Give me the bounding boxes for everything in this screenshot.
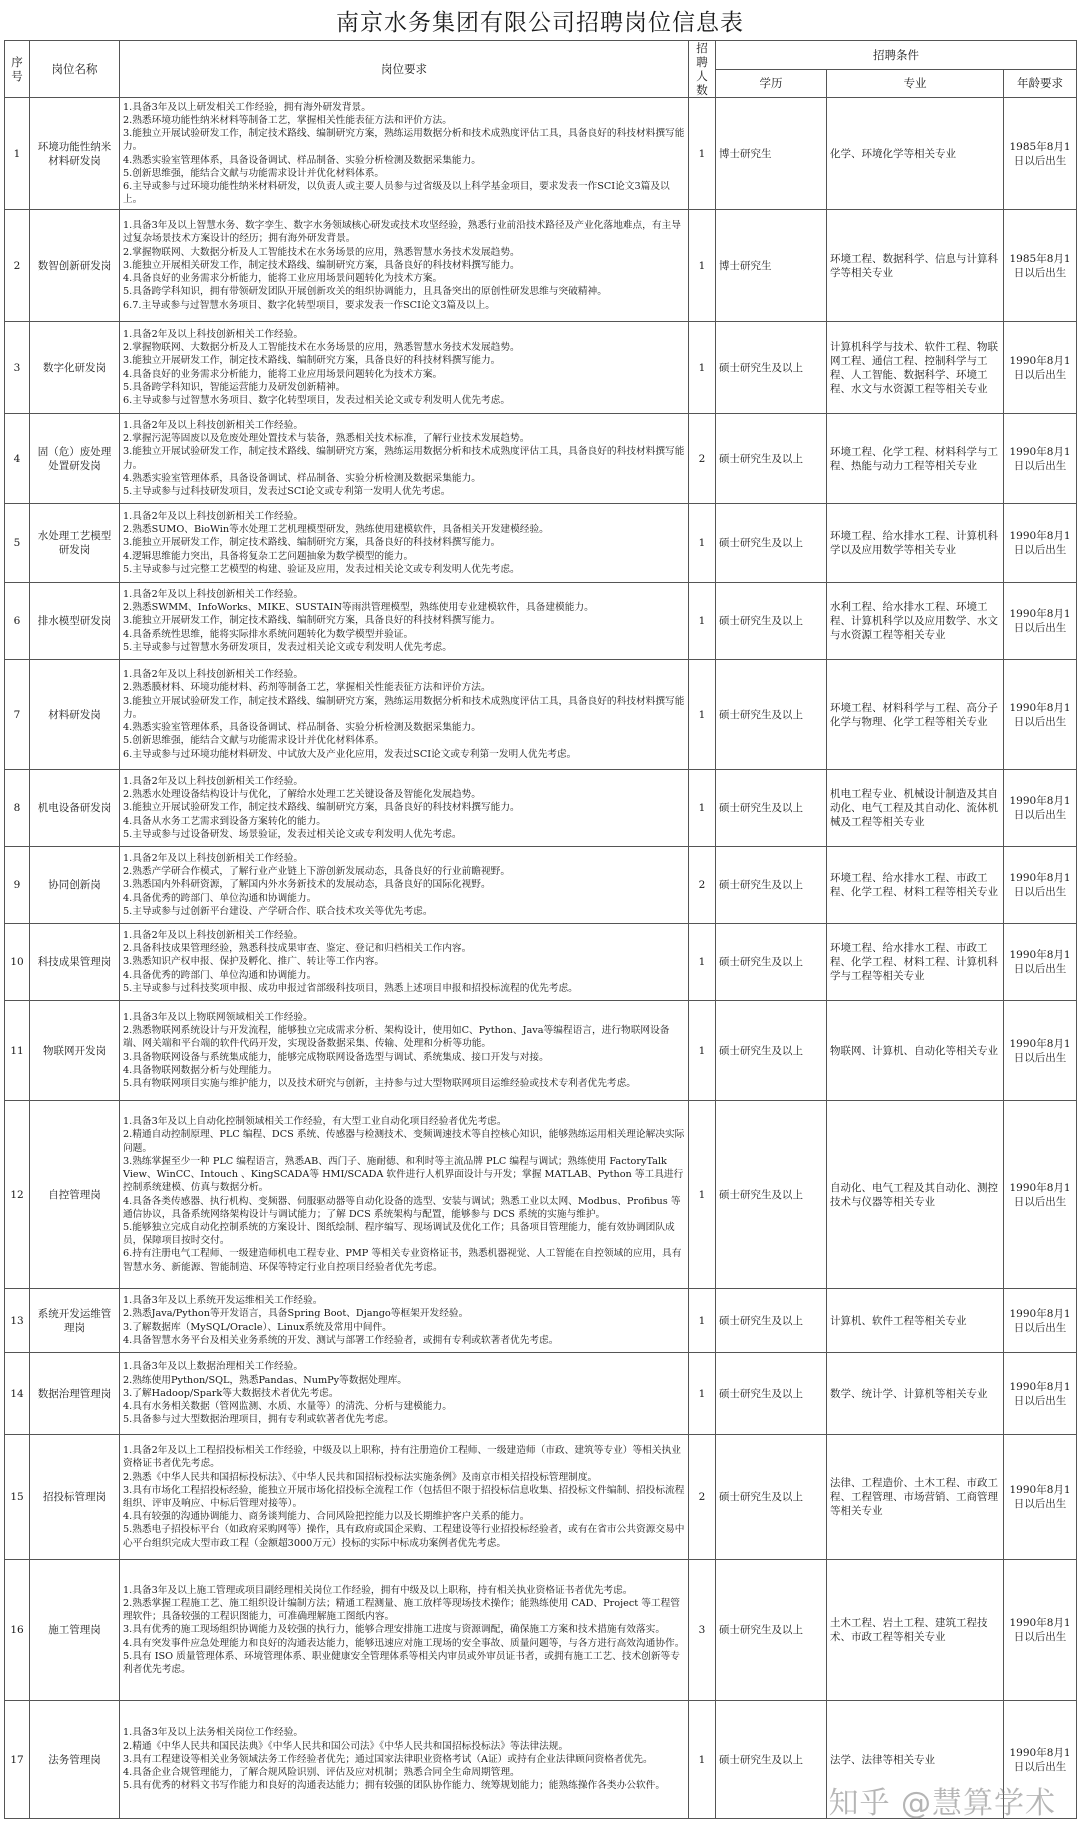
requirement-line: 3.具有市场化工程招投标经验，能独立开展市场化招投标全流程工作（包括但不限于招投标信息收集、招投标文件编制、招投标流程组织、评审及响应、中标后管理对接等）。 xyxy=(123,1484,685,1509)
education-requirement: 硕士研究生及以上 xyxy=(716,770,827,847)
position-requirements xyxy=(120,770,689,847)
age-requirement: 1990年8月1日以后出生 xyxy=(1004,1701,1077,1819)
table-row xyxy=(5,210,1077,322)
header-major: 专业 xyxy=(827,69,1004,98)
requirement-line: 2.熟悉水处理设备结构设计与优化，了解给水处理工艺关键设备及智能化发展趋势。 xyxy=(123,789,481,801)
hire-count: 1 xyxy=(689,583,716,660)
education-requirement: 硕士研究生及以上 xyxy=(716,1289,827,1353)
requirement-line: 1.具备3年及以上物联网领域相关工作经验。 xyxy=(123,1011,313,1023)
position-requirements xyxy=(120,1353,689,1435)
position-requirements xyxy=(120,583,689,660)
requirement-line: 1.具备2年及以上科技创新相关工作经验。 xyxy=(123,852,304,864)
requirement-line: 5.熟悉电子招投标平台（如政府采购网等）操作，具有政府或国企采购、工程建设等行业招投标经验者，或有在省市公共资源交易中心平台组织完成大型市政工程（金额超3000万元）投标的实际中标成功案例者优先考虑。 xyxy=(123,1524,685,1549)
requirement-line: 5.具备跨学科知识，智能运营能力及研发创新精神。 xyxy=(123,381,346,393)
requirement-line: 3.能独立开展试验研发工作，制定技术路线、编制研究方案，具备良好的科技材料撰写能力。 xyxy=(123,802,520,814)
age-requirement: 1990年8月1日以后出生 xyxy=(1004,322,1077,414)
position-name: 数据治理管理岗 xyxy=(30,1353,120,1435)
hire-count: 1 xyxy=(689,504,716,583)
education-requirement: 硕士研究生及以上 xyxy=(716,322,827,414)
requirement-line: 2.熟悉SUMO、BioWin等水处理工艺机理模型研发，熟练使用建模软件，具备相关开发建模经验。 xyxy=(123,524,549,536)
age-requirement: 1990年8月1日以后出生 xyxy=(1004,1101,1077,1289)
table-row xyxy=(5,924,1077,1001)
requirement-line: 5.主导或参与过设备研发、场景验证，发表过相关论文或专利发明人优先考虑。 xyxy=(123,828,462,840)
table-row xyxy=(5,1001,1077,1101)
table-row xyxy=(5,504,1077,583)
requirement-line: 2.具备科技成果管理经验，熟悉科技成果审查、鉴定、登记和归档相关工作内容。 xyxy=(123,943,472,955)
position-name: 招投标管理岗 xyxy=(30,1435,120,1560)
requirement-line: 2.熟悉掌握工程施工艺、施工组织设计编制方法；精通工程测量、施工放样等现场技术操作；能熟练使用 CAD、Project 等工程管理软件；具备较强的工程识图能力，可准确理解施工图纸内容。 xyxy=(123,1597,680,1623)
hire-count: 2 xyxy=(689,847,716,924)
requirement-line: 5.具备参与过大型数据治理项目，拥有专利或软著者优先考虑。 xyxy=(123,1414,394,1426)
major-requirement: 物联网、计算机、自动化等相关专业 xyxy=(827,1001,1004,1101)
age-requirement: 1990年8月1日以后出生 xyxy=(1004,924,1077,1001)
education-requirement: 硕士研究生及以上 xyxy=(716,1435,827,1560)
requirement-line: 4.具备从水务工艺需求到设备方案转化的能力。 xyxy=(123,815,326,827)
hire-count: 1 xyxy=(689,1101,716,1289)
education-requirement: 硕士研究生及以上 xyxy=(716,1701,827,1819)
row-number: 11 xyxy=(5,1001,30,1101)
position-name: 系统开发运维管理岗 xyxy=(30,1289,120,1353)
requirement-line: 1.具备2年及以上科技创新相关工作经验。 xyxy=(123,328,304,340)
table-row xyxy=(5,1560,1077,1701)
requirement-line: 5.具有优秀的材料文书写作能力和良好的沟通表达能力；拥有较强的团队协作能力、统筹规划能力；能熟练操作各类办公软件。 xyxy=(123,1780,666,1792)
requirement-line: 3.具有工程建设等相关业务领域法务工作经验者优先；通过国家法律职业资格考试（A证）或持有企业法律顾问资格者优先。 xyxy=(123,1753,653,1765)
major-requirement: 计算机、软件工程等相关专业 xyxy=(827,1289,1004,1353)
requirement-line: 1.具备2年及以上科技创新相关工作经验。 xyxy=(123,775,304,787)
education-requirement: 硕士研究生及以上 xyxy=(716,414,827,504)
header-no: 序号 xyxy=(5,41,30,98)
requirement-line: 2.熟练使用Python/SQL，熟悉Pandas、NumPy等数据处理库。 xyxy=(123,1374,407,1386)
requirement-line: 2.熟悉《中华人民共和国招标投标法》、《中华人民共和国招标投标法实施条例》及南京市相关招投标管理制度。 xyxy=(123,1471,598,1483)
age-requirement: 1990年8月1日以后出生 xyxy=(1004,770,1077,847)
major-requirement: 土木工程、岩土工程、建筑工程技术、市政工程等相关专业 xyxy=(827,1560,1004,1701)
requirement-line: 4.熟悉实验室管理体系，具备设备调试、样品制备、实验分析检测及数据采集能力。 xyxy=(123,472,481,484)
position-requirements xyxy=(120,322,689,414)
education-requirement: 博士研究生 xyxy=(716,210,827,322)
requirement-line: 3.熟悉国内外科研资源，了解国内外水务新技术的发展动态，具备良好的国际化视野。 xyxy=(123,879,491,891)
requirement-line: 4.具备企业合规管理能力，了解合规风险识别、评估及应对机制；熟悉合同全生命周期管理。 xyxy=(123,1767,520,1779)
requirement-line: 5.主导或参与过科技奖项申报、成功申报过省部级科技项目，熟悉上述项目申报和招投标流程的优先考虑。 xyxy=(123,982,578,994)
watermark: 知乎 @慧算学术 xyxy=(828,1786,1056,1821)
requirement-line: 4.具有突发事件应急处理能力和良好的沟通表达能力，能够迅速应对施工现场的安全事故、质量问题等，与各方进行高效沟通协作。 xyxy=(123,1637,685,1649)
age-requirement: 1985年8月1日以后出生 xyxy=(1004,210,1077,322)
table-row xyxy=(5,660,1077,770)
requirement-line: 3.能独立开展试验研发工作，制定技术路线、编制研究方案，熟练运用数据分析和技术成熟度评估工具，具备良好的科技材料撰写能力。 xyxy=(123,695,685,720)
requirement-line: 3.能独立开展研发工作，制定技术路线、编制研究方案，具备良好的科技材料撰写能力。 xyxy=(123,615,501,627)
requirement-line: 3.能独立开展相关研发工作，制定技术路线、编制研究方案，具备良好的科技材料撰写能力。 xyxy=(123,259,520,271)
header-count: 招聘人数 xyxy=(689,41,716,98)
requirement-line: 5.创新思维强，能结合文献与功能需求设计并优化材料体系。 xyxy=(123,167,385,179)
row-number: 5 xyxy=(5,504,30,583)
requirement-line: 6.7.主导或参与过智慧水务项目、数字化转型项目，要求发表一作SCI论文3篇及以上。 xyxy=(123,299,495,311)
row-number: 8 xyxy=(5,770,30,847)
position-requirements xyxy=(120,504,689,583)
hire-count: 1 xyxy=(689,770,716,847)
position-name: 机电设备研发岗 xyxy=(30,770,120,847)
position-name: 法务管理岗 xyxy=(30,1701,120,1819)
position-requirements xyxy=(120,924,689,1001)
header-education: 学历 xyxy=(716,69,827,98)
requirement-line: 5.具有物联网项目实施与维护能力，以及技术研究与创新，主持参与过大型物联网项目运维经验或技术专利者优先考虑。 xyxy=(123,1077,636,1089)
row-number: 7 xyxy=(5,660,30,770)
requirement-line: 3.熟练掌握至少一种 PLC 编程语言，熟悉AB、西门子、施耐德、和利时等主流品牌 PLC 编程与调试；熟练使用 FactoryTalk View、WinCC、Intouch 、KingSCADA等 HMI/SCADA 软件进行人机界面设计与开发；掌握 MATLAB、Python 等工具进行控制系统建模、仿真与数据分析。 xyxy=(123,1155,684,1194)
requirement-line: 1.具备2年及以上科技创新相关工作经验。 xyxy=(123,419,304,431)
table-row xyxy=(5,583,1077,660)
position-requirements xyxy=(120,414,689,504)
requirement-line: 4.具备系统性思维，能将实际排水系统问题转化为数学模型并验证。 xyxy=(123,628,414,640)
requirement-line: 4.具有水务相关数据（管网监测、水质、水量等）的清洗、分析与建模能力。 xyxy=(123,1401,452,1413)
requirement-line: 1.具备3年及以上自动化控制领域相关工作经验，有大型工业自动化项目经验者优先考虑。 xyxy=(123,1116,507,1128)
requirement-line: 5.具有 ISO 质量管理体系、环境管理体系、职业健康安全管理体系等相关内审员或外审员证书者，或拥有施工工艺、技术创新等专利者优先考虑。 xyxy=(123,1650,680,1675)
major-requirement: 水利工程、给水排水工程、环境工程、计算机科学以及应用数学、水文与水资源工程等相关专业 xyxy=(827,583,1004,660)
position-name: 固（危）废处理处置研发岗 xyxy=(30,414,120,504)
requirement-line: 6.主导或参与过环境功能性纳米材料研发，以负责人或主要人员参与过省级及以上科学基金项目，要求发表一作SCI论文3篇及以上。 xyxy=(123,180,670,206)
requirement-line: 5.主导或参与过科技研发项目，发表过SCI论文或专利第一发明人优先考虑。 xyxy=(123,485,451,497)
position-requirements xyxy=(120,1289,689,1353)
table-row xyxy=(5,98,1077,210)
requirement-line: 3.了解数据库（MySQL/Oracle）、Linux系统及常用中间件。 xyxy=(123,1321,392,1333)
hire-count: 1 xyxy=(689,1001,716,1101)
age-requirement: 1990年8月1日以后出生 xyxy=(1004,1353,1077,1435)
position-name: 协同创新岗 xyxy=(30,847,120,924)
requirement-line: 3.能独立开展试验研发工作，制定技术路线、编制研究方案，熟练运用数据分析和技术成熟度评估工具，具备良好的科技材料撰写能力。 xyxy=(123,446,685,471)
requirement-line: 1.具备3年及以上智慧水务、数字孪生、数字水务领域核心研发或技术攻坚经验，熟悉行业前沿技术路径及产业化落地难点，有主导过复杂场景技术方案设计的经历；拥有海外研发背景。 xyxy=(123,220,681,245)
hire-count: 1 xyxy=(689,924,716,1001)
requirement-line: 1.具备2年及以上科技创新相关工作经验。 xyxy=(123,588,304,600)
row-number: 1 xyxy=(5,98,30,210)
position-name: 水处理工艺模型研发岗 xyxy=(30,504,120,583)
requirement-line: 5.主导或参与过智慧水务研发项目，发表过相关论文或专利发明人优先考虑。 xyxy=(123,641,452,653)
education-requirement: 硕士研究生及以上 xyxy=(716,1560,827,1701)
requirement-line: 3.了解Hadoop/Spark等大数据技术者优先考虑。 xyxy=(123,1387,339,1399)
position-requirements xyxy=(120,1101,689,1289)
major-requirement: 自动化、电气工程及其自动化、测控技术与仪器等相关专业 xyxy=(827,1101,1004,1289)
age-requirement: 1990年8月1日以后出生 xyxy=(1004,1289,1077,1353)
row-number: 4 xyxy=(5,414,30,504)
position-requirements xyxy=(120,660,689,770)
requirement-line: 1.具备3年及以上数据治理相关工作经验。 xyxy=(123,1361,304,1373)
position-requirements xyxy=(120,1001,689,1101)
requirement-line: 2.熟悉产学研合作模式，了解行业产业链上下游创新发展动态，具备良好的行业前瞻视野。 xyxy=(123,866,511,878)
major-requirement: 计算机科学与技术、软件工程、物联网工程、通信工程、控制科学与工程、人工智能、数据科学、环境工程、水文与水资源工程等相关专业 xyxy=(827,322,1004,414)
table-row xyxy=(5,770,1077,847)
hire-count: 1 xyxy=(689,660,716,770)
requirement-line: 1.具备3年及以上研发相关工作经验，拥有海外研发背景。 xyxy=(123,101,371,113)
requirement-line: 5.能够独立完成自动化控制系统的方案设计、图纸绘制、程序编写、现场调试及优化工作；具备项目管理能力，能有效协调团队成员，保障项目按时交付。 xyxy=(123,1221,675,1247)
hire-count: 1 xyxy=(689,322,716,414)
hire-count: 1 xyxy=(689,98,716,210)
education-requirement: 硕士研究生及以上 xyxy=(716,847,827,924)
row-number: 10 xyxy=(5,924,30,1001)
position-name: 环境功能性纳米材料研发岗 xyxy=(30,98,120,210)
major-requirement: 环境工程、给水排水工程、计算机科学以及应用数学等相关专业 xyxy=(827,504,1004,583)
requirement-line: 2.掌握物联网、大数据分析及人工智能技术在水务场景的应用，熟悉智慧水务技术发展趋势。 xyxy=(123,342,520,354)
position-requirements xyxy=(120,1435,689,1560)
header-requirements: 岗位要求 xyxy=(120,41,689,98)
major-requirement: 环境工程、材料科学与工程、高分子化学与物理、化学工程等相关专业 xyxy=(827,660,1004,770)
requirement-line: 3.具有优秀的施工现场组织协调能力及较强的执行力，能够合理安排施工进度与资源调配，确保施工方案和技术措施有效落实。 xyxy=(123,1624,666,1636)
row-number: 13 xyxy=(5,1289,30,1353)
table-body xyxy=(5,98,1077,1819)
age-requirement: 1990年8月1日以后出生 xyxy=(1004,660,1077,770)
requirement-line: 1.具备3年及以上施工管理或项目副经理相关岗位工作经验，拥有中级及以上职称，持有相关执业资格证书者优先考虑。 xyxy=(123,1584,633,1596)
requirement-line: 2.掌握污泥等固废以及危废处理处置技术与装备，熟悉相关技术标准，了解行业技术发展趋势。 xyxy=(123,433,530,445)
education-requirement: 硕士研究生及以上 xyxy=(716,504,827,583)
age-requirement: 1990年8月1日以后出生 xyxy=(1004,1435,1077,1560)
education-requirement: 硕士研究生及以上 xyxy=(716,1353,827,1435)
hire-count: 1 xyxy=(689,1289,716,1353)
recruitment-table xyxy=(4,40,1077,1819)
row-number: 9 xyxy=(5,847,30,924)
hire-count: 1 xyxy=(689,1701,716,1819)
education-requirement: 硕士研究生及以上 xyxy=(716,1101,827,1289)
age-requirement: 1990年8月1日以后出生 xyxy=(1004,847,1077,924)
row-number: 15 xyxy=(5,1435,30,1560)
row-number: 6 xyxy=(5,583,30,660)
position-requirements xyxy=(120,210,689,322)
requirement-line: 4.具有较强的沟通协调能力、商务谈判能力、合同风险把控能力以及长期维护客户关系的能力。 xyxy=(123,1511,530,1523)
position-name: 材料研发岗 xyxy=(30,660,120,770)
requirement-line: 3.熟悉知识产权申报、保护及孵化、推广、转让等工作内容。 xyxy=(123,956,385,968)
position-requirements xyxy=(120,847,689,924)
row-number: 17 xyxy=(5,1701,30,1819)
education-requirement: 硕士研究生及以上 xyxy=(716,1001,827,1101)
hire-count: 1 xyxy=(689,210,716,322)
table-row xyxy=(5,847,1077,924)
requirement-line: 2.熟悉物联网系统设计与开发流程，能够独立完成需求分析、架构设计，使用如C、Python、Java等编程语言，进行物联网设备端、网关端和平台端的软件代码开发，实现设备数据采集、传输、处理和分析等功能。 xyxy=(123,1025,670,1050)
requirement-line: 1.具备3年及以上法务相关岗位工作经验。 xyxy=(123,1727,304,1739)
requirement-line: 6.持有注册电气工程师、一级建造师机电工程专业、PMP 等相关专业资格证书，熟悉机器视觉、人工智能在自控领域的应用，具有智慧水务、新能源、智能制造、环保等特定行业自控项目经验者优先考虑。 xyxy=(123,1248,682,1273)
page-title: 南京水务集团有限公司招聘岗位信息表 xyxy=(336,10,744,36)
requirement-line: 3.能独立开展试验研发工作，制定技术路线、编制研究方案，熟练运用数据分析和技术成熟度评估工具，具备良好的科技材料撰写能力。 xyxy=(123,128,685,153)
requirement-line: 2.精通自动控制原理、PLC 编程、DCS 系统、传感器与检测技术、变频调速技术等自控核心知识，能够熟练运用相关理论解决实际问题。 xyxy=(123,1129,685,1154)
header-conditions: 招聘条件 xyxy=(716,41,1077,70)
position-name: 科技成果管理岗 xyxy=(30,924,120,1001)
requirement-line: 4.熟悉实验室管理体系，具备设备调试、样品制备、实验分析检测及数据采集能力。 xyxy=(123,154,481,166)
requirement-line: 2.熟悉环境功能性纳米材料等制备工艺，掌握相关性能表征方法和评价方法。 xyxy=(123,114,452,126)
requirement-line: 5.具备跨学科知识，拥有带领研发团队开展创新攻关的组织协调能力，且具备突出的原创性研发思维与突破精神。 xyxy=(123,286,607,298)
hire-count: 1 xyxy=(689,1353,716,1435)
requirement-line: 4.具备优秀的跨部门、单位沟通和协调能力。 xyxy=(123,969,317,981)
requirement-line: 4.熟悉实验室管理体系，具备设备调试、样品制备、实验分析检测及数据采集能力。 xyxy=(123,722,481,734)
header-row-1 xyxy=(5,41,1077,70)
major-requirement: 法律、工程造价、土木工程、市政工程、工程管理、市场营销、工商管理等相关专业 xyxy=(827,1435,1004,1560)
requirement-line: 4.逻辑思维能力突出，具备将复杂工艺问题抽象为数学模型的能力。 xyxy=(123,550,414,562)
position-name: 数字化研发岗 xyxy=(30,322,120,414)
hire-count: 2 xyxy=(689,1435,716,1560)
position-name: 数智创新研发岗 xyxy=(30,210,120,322)
header-name: 岗位名称 xyxy=(30,41,120,98)
table-row xyxy=(5,1435,1077,1560)
requirement-line: 3.能独立开展研发工作，制定技术路线、编制研究方案，具备良好的科技材料撰写能力。 xyxy=(123,355,501,367)
position-name: 物联网开发岗 xyxy=(30,1001,120,1101)
age-requirement: 1990年8月1日以后出生 xyxy=(1004,504,1077,583)
requirement-line: 4.具备优秀的跨部门、单位沟通和协调能力。 xyxy=(123,892,317,904)
row-number: 16 xyxy=(5,1560,30,1701)
requirement-line: 5.主导或参与过完整工艺模型的构建、验证及应用，发表过相关论文或专利发明人优先考虑。 xyxy=(123,563,520,575)
requirement-line: 6.主导或参与过智慧水务项目、数字化转型项目，发表过相关论文或专利发明人优先考虑。 xyxy=(123,394,511,406)
hire-count: 3 xyxy=(689,1560,716,1701)
position-requirements xyxy=(120,1560,689,1701)
row-number: 2 xyxy=(5,210,30,322)
table-row xyxy=(5,414,1077,504)
major-requirement: 数学、统计学、计算机等相关专业 xyxy=(827,1353,1004,1435)
major-requirement: 环境工程、给水排水工程、市政工程、化学工程、材料工程等相关专业 xyxy=(827,847,1004,924)
requirement-line: 2.熟悉SWMM、InfoWorks、MIKE、SUSTAIN等雨洪管理模型，熟练使用专业建模软件，具备建模能力。 xyxy=(123,602,594,614)
requirement-line: 1.具备2年及以上科技创新相关工作经验。 xyxy=(123,510,304,522)
requirement-line: 5.主导或参与过创新平台建设、产学研合作、联合技术攻关等优先考虑。 xyxy=(123,905,433,917)
requirement-line: 4.具备各类传感器、执行机构、变频器、伺服驱动器等自动化设备的选型、安装与调试；熟悉工业以太网、Modbus、Profibus 等通信协议，具备系统网络架构设计与调试能力；了解 DCS 系统架构与配置，能够参与 DCS 系统的实施与维护。 xyxy=(123,1195,681,1220)
major-requirement: 化学、环境化学等相关专业 xyxy=(827,98,1004,210)
education-requirement: 硕士研究生及以上 xyxy=(716,924,827,1001)
position-requirements xyxy=(120,98,689,210)
header-age: 年龄要求 xyxy=(1004,69,1077,98)
requirement-line: 4.具备智慧水务平台及相关业务系统的开发、测试与部署工作经验者，或拥有专利或软著者优先考虑。 xyxy=(123,1334,559,1346)
requirement-line: 2.熟悉膜材料、环境功能材料、药剂等制备工艺，掌握相关性能表征方法和评价方法。 xyxy=(123,682,491,694)
major-requirement: 环境工程、给水排水工程、市政工程、化学工程、材料工程、计算机科学与工程等相关专业 xyxy=(827,924,1004,1001)
major-requirement: 机电工程专业、机械设计制造及其自动化、电气工程及其自动化、流体机械及工程等相关专业 xyxy=(827,770,1004,847)
position-name: 施工管理岗 xyxy=(30,1560,120,1701)
position-name: 排水模型研发岗 xyxy=(30,583,120,660)
requirement-line: 1.具备3年及以上系统开发运维相关工作经验。 xyxy=(123,1295,323,1307)
requirement-line: 2.精通《中华人民共和国民法典》《中华人民共和国公司法》《中华人民共和国招标投标法》等法律法规。 xyxy=(123,1740,569,1752)
table-row xyxy=(5,1353,1077,1435)
age-requirement: 1985年8月1日以后出生 xyxy=(1004,98,1077,210)
age-requirement: 1990年8月1日以后出生 xyxy=(1004,1560,1077,1701)
requirement-line: 4.具备良好的业务需求分析能力，能将工业应用场景问题转化为技术方案。 xyxy=(123,273,443,285)
major-requirement: 环境工程、数据科学、信息与计算科学等相关专业 xyxy=(827,210,1004,322)
requirement-line: 3.具备物联网设备与系统集成能力，能够完成物联网设备选型与调试、系统集成、接口开发与对接。 xyxy=(123,1051,549,1063)
table-row xyxy=(5,1101,1077,1289)
age-requirement: 1990年8月1日以后出生 xyxy=(1004,1001,1077,1101)
requirement-line: 2.熟悉Java/Python等开发语言，具备Spring Boot、Django等框架开发经验。 xyxy=(123,1308,469,1320)
age-requirement: 1990年8月1日以后出生 xyxy=(1004,583,1077,660)
requirement-line: 1.具备2年及以上工程招投标相关工作经验，中级及以上职称，持有注册造价工程师、一级建造师（市政、建筑等专业）等相关执业资格证书者优先考虑。 xyxy=(123,1445,681,1470)
position-name: 自控管理岗 xyxy=(30,1101,120,1289)
hire-count: 2 xyxy=(689,414,716,504)
row-number: 14 xyxy=(5,1353,30,1435)
major-requirement: 环境工程、化学工程、材料科学与工程、热能与动力工程等相关专业 xyxy=(827,414,1004,504)
requirement-line: 3.能独立开展研发工作，制定技术路线、编制研究方案，具备良好的科技材料撰写能力。 xyxy=(123,537,501,549)
requirement-line: 1.具备2年及以上科技创新相关工作经验。 xyxy=(123,929,304,941)
education-requirement: 硕士研究生及以上 xyxy=(716,660,827,770)
position-requirements xyxy=(120,1701,689,1819)
table-row xyxy=(5,322,1077,414)
major-requirement: 法学、法律等相关专业 xyxy=(827,1701,1004,1819)
education-requirement: 硕士研究生及以上 xyxy=(716,583,827,660)
row-number: 3 xyxy=(5,322,30,414)
age-requirement: 1990年8月1日以后出生 xyxy=(1004,414,1077,504)
table-row xyxy=(5,1289,1077,1353)
education-requirement: 博士研究生 xyxy=(716,98,827,210)
requirement-line: 4.具备良好的业务需求分析能力，能将工业应用场景问题转化为技术方案。 xyxy=(123,368,443,380)
row-number: 12 xyxy=(5,1101,30,1289)
requirement-line: 6.主导或参与过环境功能材料研发、中试放大及产业化应用，发表过SCI论文或专利第一发明人优先考虑。 xyxy=(123,748,577,760)
requirement-line: 4.具备物联网数据分析与处理能力。 xyxy=(123,1064,278,1076)
requirement-line: 1.具备2年及以上科技创新相关工作经验。 xyxy=(123,669,304,681)
requirement-line: 2.掌握物联网、大数据分析及人工智能技术在水务场景的应用，熟悉智慧水务技术发展趋势。 xyxy=(123,246,520,258)
requirement-line: 5.创新思维强，能结合文献与功能需求设计并优化材料体系。 xyxy=(123,735,385,747)
